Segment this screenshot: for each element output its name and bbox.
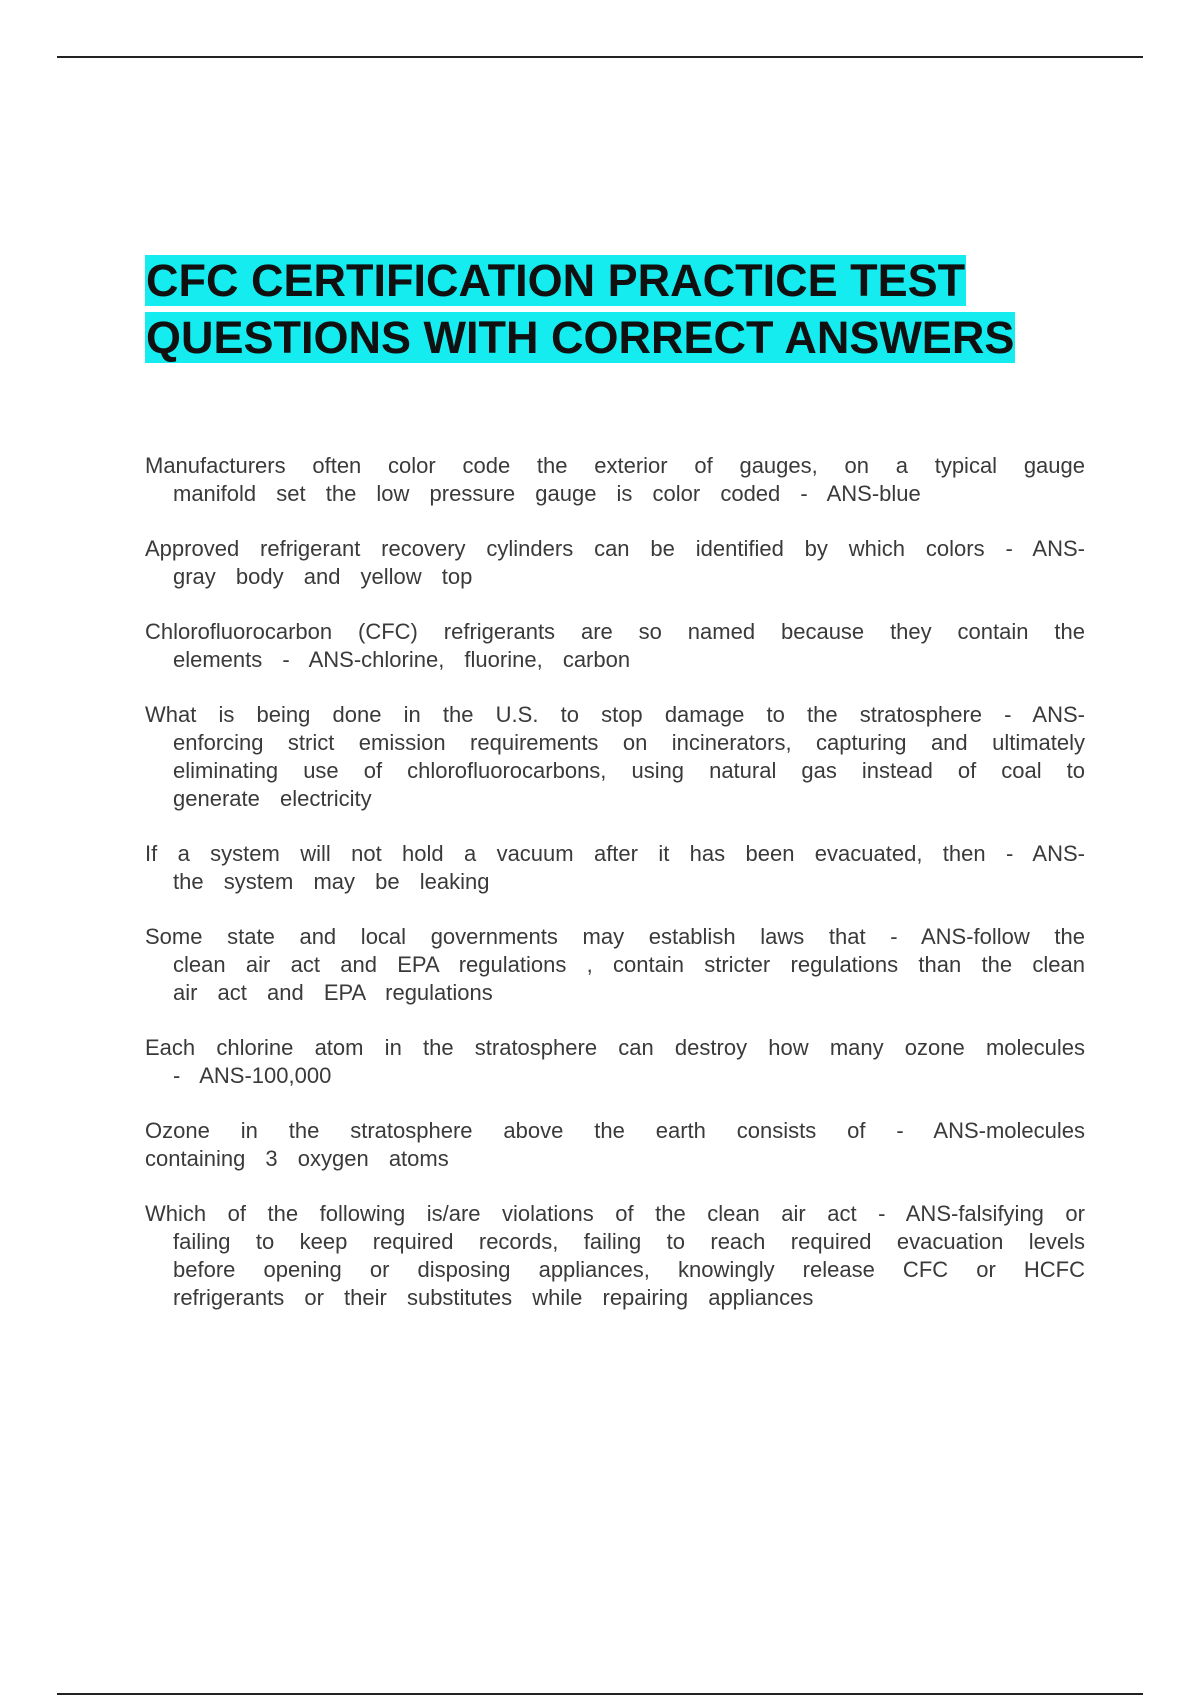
question-item: Some state and local governments may establish laws that - ANS-follow the clean air act and EPA regulations , contain stricter regulations than the clean air act and EPA regulations — [145, 924, 1085, 1005]
document-title — [145, 252, 1105, 366]
question-item: What is being done in the U.S. to stop damage to the stratosphere - ANS-enforcing strict emission requirements on incinerators, capturing and ultimately eliminating use of chlorofluorocarbons, using natural gas instead of coal to generate electricity — [145, 702, 1085, 811]
bottom-rule — [57, 1693, 1143, 1695]
top-rule — [57, 56, 1143, 58]
question-item: Which of the following is/are violations of the clean air act - ANS-falsifying or failing to keep required records, failing to reach required evacuation levels before opening or disposing appliances, knowingly release CFC or HCFC refrigerants or their substitutes while repairing appliances — [145, 1201, 1085, 1310]
question-item: Chlorofluorocarbon (CFC) refrigerants are so named because they contain the elements - ANS-chlorine, fluorine, carbon — [145, 619, 1085, 672]
question-item: If a system will not hold a vacuum after it has been evacuated, then - ANS-the system may be leaking — [145, 841, 1085, 894]
question-item: Ozone in the stratosphere above the earth consists of - ANS-molecules containing 3 oxygen atoms — [145, 1118, 1085, 1171]
question-item: Manufacturers often color code the exterior of gauges, on a typical gauge manifold set the low pressure gauge is color coded - ANS-blue — [145, 453, 1085, 506]
question-item: Each chlorine atom in the stratosphere can destroy how many ozone molecules - ANS-100,000 — [145, 1035, 1085, 1088]
title-line-1: CFC CERTIFICATION PRACTICE TEST — [146, 255, 966, 306]
question-list — [145, 452, 1085, 1339]
title-line-2: QUESTIONS WITH CORRECT ANSWERS — [146, 312, 1015, 363]
question-item: Approved refrigerant recovery cylinders can be identified by which colors - ANS-gray body and yellow top — [145, 536, 1085, 589]
